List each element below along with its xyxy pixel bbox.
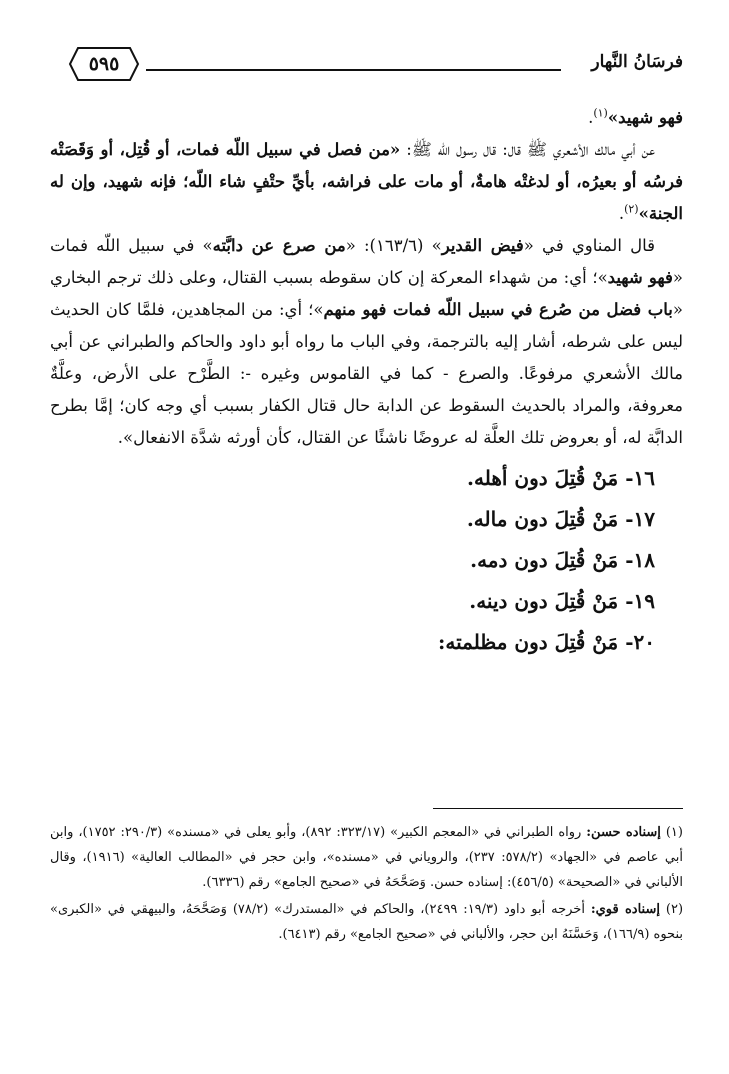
header-rule	[146, 69, 561, 71]
text-run: »؛ أي: من شهداء المعركة إن كان سقوطه بسبب القتال، وعلى ذلك ترجم البخاري «	[50, 268, 683, 319]
text-run: » في سبيل اللّه فمات «	[50, 236, 683, 287]
footnote-ref[interactable]: (١)	[593, 106, 608, 120]
running-title: فرسَانُ النَّهار	[591, 52, 683, 72]
footnote-2	[50, 897, 683, 947]
bold-text: فهو شهيد»	[607, 108, 683, 127]
page-header	[50, 38, 683, 98]
bold-text: باب فضل من صُرع في سبيل اللّه فمات فهو منهم	[323, 300, 673, 319]
footnote-ref[interactable]: (٢)	[624, 202, 639, 216]
list-item: ١٩- مَنْ قُتِلَ دون دينه.	[469, 589, 655, 613]
text-run: »؛ أي: من المجاهدين، فلمَّا كان الحديث ليس على شرطه، أشار إليه بالترجمة، وفي الباب ما رواه أبو داود والحاكم والطبراني عن أبي مالك الأشعري مرفوعًا. والصرع - كما في القاموس وغيره -: الطَّرْح على الأرض، وعلَّةٌ معروفة، والمراد بالحديث السقوط عن الدابة حال قتال الكفار بسبب أي وجه كان؛ إمَّا بطرح الدابَّة له، أو بعروض تلك العلَّة له عروضًا ناشئًا عن القتال، كأن أورثه شدَّة الانفعال».	[50, 300, 683, 447]
footnote-label: إسناده قوي:	[590, 902, 660, 917]
text-run: .	[618, 204, 625, 223]
footnote-text: رواه الطبراني في «المعجم الكبير» (٣٢٣/١٧: ٨٩٢)، وأبو يعلى في «مسنده» (٢٩٠/٣: ١٧٥٢)، وابن أبي عاصم في «الجهاد» (٥٧٨/٢: ٢٣٧)، والروياني في «مسنده»، وابن حجر في «المطالب العالية» (١٩١٦)، وقال الألباني في «الصحيحة» (٤٥٦/٥): إسناده حسن. وَصَحَّحَهُ في «صحيح الجامع» رقم (٦٣٣٦).	[50, 825, 683, 890]
footnote-number: (٢)	[665, 902, 684, 917]
list-item: ١٨- مَنْ قُتِلَ دون دمه.	[470, 548, 655, 572]
footnote-text: أخرجه أبو داود (١٩/٣: ٢٤٩٩)، والحاكم في «المستدرك» (٧٨/٢) وَصَحَّحَهُ، والبيهقي في «الكبرى» بنحوه (١٦٦/٩)، وَحَسَّنَهُ ابن حجر، والألباني في «صحيح الجامع» رقم (٦٤١٣).	[50, 902, 683, 942]
page-number-frame	[68, 46, 140, 82]
text-run: .	[588, 108, 594, 127]
chapter-list	[50, 458, 683, 663]
footnote-number: (١)	[665, 825, 683, 840]
hadith-paragraph	[50, 134, 683, 230]
commentary-paragraph	[50, 230, 683, 454]
list-item: ٢٠- مَنْ قُتِلَ دون مظلمته:	[437, 630, 655, 654]
bold-text: «من فصل في سبيل اللّه فمات، أو قُتِل، أو وَقَصَتْه فرسُه أو بعيرُه، أو لدغتْه هامةٌ، أو مات على فراشه، بأيِّ حتْفٍ شاء اللّه؛ فإنه شهيد، وإن له الجنة»	[50, 140, 683, 223]
bold-text: فيض القدير	[441, 236, 524, 255]
book-page	[50, 38, 683, 1038]
text-run: » (١٦٣/٦): «	[345, 236, 442, 255]
list-item: ١٦- مَنْ قُتِلَ دون أهله.	[467, 466, 655, 490]
footnotes	[50, 820, 683, 947]
text-run: عن أبي مالك الأشعري ﷺ قال: قال رسول اللّه ﷺ:	[400, 140, 655, 159]
bold-text: من صرع عن دابَّته	[212, 236, 346, 255]
bold-text: فهو شهيد	[607, 268, 673, 287]
opening-line	[50, 102, 683, 134]
footnote-1	[50, 820, 683, 895]
main-text	[50, 102, 683, 663]
footnote-separator	[433, 808, 683, 809]
list-item: ١٧- مَنْ قُتِلَ دون ماله.	[466, 507, 655, 531]
text-run: قال المناوي في «	[523, 236, 655, 255]
page-number: ٥٩٥	[88, 53, 120, 75]
footnote-label: إسناده حسن:	[586, 825, 661, 840]
